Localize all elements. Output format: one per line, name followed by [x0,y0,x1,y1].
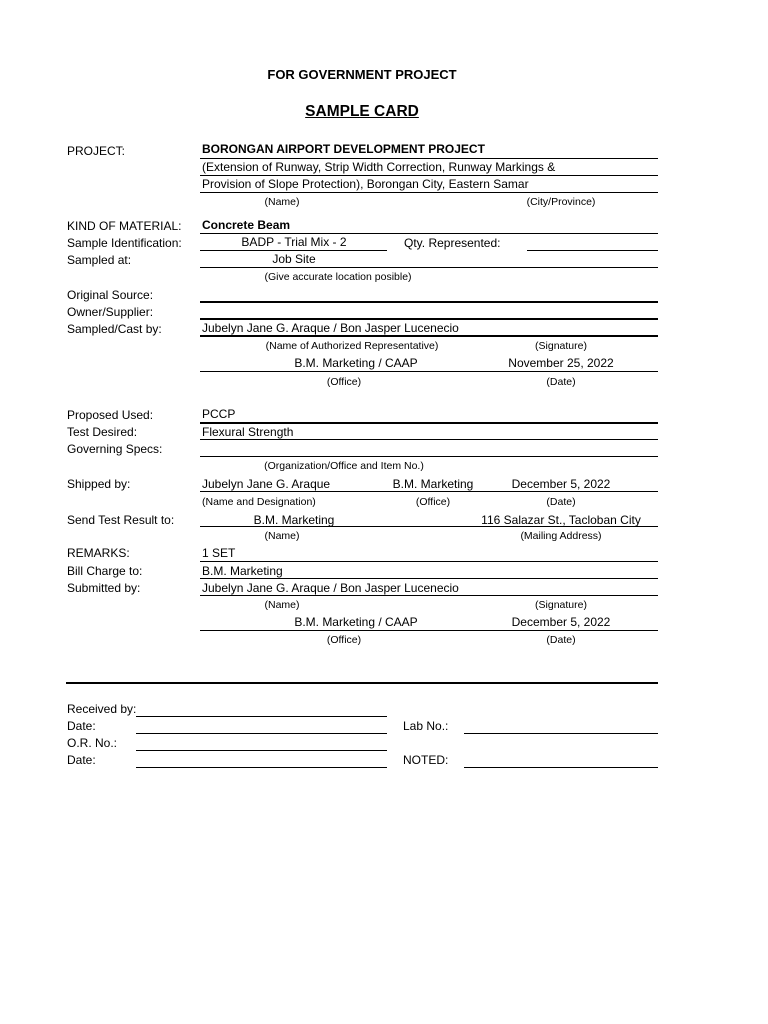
sampled-office-value: B.M. Marketing / CAAP [294,356,418,370]
shipped-date-caption: (Date) [546,496,576,508]
submitted-name-caption: (Name) [264,599,300,611]
project-description-line2: Provision of Slope Protection), Borongan City, Eastern Samar [202,177,529,191]
test-desired-line [200,439,658,440]
submitted-office-value: B.M. Marketing / CAAP [294,615,418,629]
or-no-line [136,750,387,751]
submitted-office-caption: (Office) [326,634,362,646]
receipt-date2-line [136,767,387,768]
received-by-line [136,716,387,717]
remarks-line [200,561,658,562]
receipt-date-line [136,733,387,734]
sampled-signature-caption: (Signature) [535,340,587,352]
submitted-by-value: Jubelyn Jane G. Araque / Bon Jasper Lucenecio [202,581,459,595]
project-label: PROJECT: [67,144,126,158]
governing-specs-label: Governing Specs: [67,442,163,456]
send-result-name: B.M. Marketing [253,513,335,527]
shipped-office-caption: (Office) [415,496,451,508]
sample-id-label: Sample Identification: [67,236,182,250]
kind-material-label: KIND OF MATERIAL: [67,219,182,233]
submitted-by-label: Submitted by: [67,581,141,595]
sample-id-value: BADP - Trial Mix - 2 [241,235,347,249]
project-line2-underline [200,175,658,176]
receipt-date-label: Date: [67,719,96,733]
sampled-by-value: Jubelyn Jane G. Araque / Bon Jasper Lucenecio [202,321,459,335]
receipt-date2-label: Date: [67,753,96,767]
qty-represented-label: Qty. Represented: [404,236,501,250]
qty-represented-line [527,250,658,251]
sampled-office-caption: (Office) [326,376,362,388]
remarks-label: REMARKS: [67,546,130,560]
bill-charge-label: Bill Charge to: [67,564,143,578]
sampled-by-line [200,335,658,337]
sampled-date-value: November 25, 2022 [508,356,614,370]
project-city-caption: (City/Province) [526,196,596,208]
form-title: SAMPLE CARD [305,103,419,120]
proposed-used-line [200,422,658,424]
result-name-caption: (Name) [264,530,300,542]
sampled-at-value: Job Site [272,252,316,266]
sample-id-line [200,250,387,251]
send-result-address: 116 Salazar St., Tacloban City [481,513,641,527]
sampled-office-line [200,371,658,372]
project-name: BORONGAN AIRPORT DEVELOPMENT PROJECT [202,142,485,156]
project-line3-underline [200,192,658,193]
project-name-line [200,158,658,159]
sampled-by-label: Sampled/Cast by: [67,322,162,336]
project-description-line1: (Extension of Runway, Strip Width Correction, Runway Markings & [202,160,556,174]
test-desired-value: Flexural Strength [202,425,294,439]
send-result-label: Send Test Result to: [67,513,175,527]
test-desired-label: Test Desired: [67,425,138,439]
owner-supplier-line [200,318,658,320]
or-no-label: O.R. No.: [67,736,118,750]
location-caption: (Give accurate location posible) [264,271,412,283]
lab-no-label: Lab No.: [403,719,449,733]
shipped-by-office: B.M. Marketing [392,477,474,491]
shipped-by-line [200,491,658,492]
bill-charge-value: B.M. Marketing [202,564,283,578]
noted-label: NOTED: [403,753,449,767]
received-by-label: Received by: [67,702,137,716]
result-address-caption: (Mailing Address) [520,530,602,542]
shipped-by-label: Shipped by: [67,477,131,491]
sampled-at-label: Sampled at: [67,253,132,267]
original-source-line [200,301,658,303]
governing-specs-line [200,456,658,457]
bill-charge-line [200,578,658,579]
section-divider [66,682,658,684]
shipped-by-name: Jubelyn Jane G. Araque [202,477,331,491]
send-result-line [200,526,658,527]
kind-material-value: Concrete Beam [202,218,291,232]
shipped-name-caption: (Name and Designation) [202,496,316,508]
original-source-label: Original Source: [67,288,154,302]
lab-no-line [464,733,658,734]
submitted-signature-caption: (Signature) [535,599,587,611]
project-name-caption: (Name) [264,196,300,208]
organization-caption: (Organization/Office and Item No.) [264,460,424,472]
submitted-date-value: December 5, 2022 [511,615,611,629]
form-heading: FOR GOVERNMENT PROJECT [267,67,457,82]
noted-line [464,767,658,768]
sampled-at-line [200,267,658,268]
authorized-rep-caption: (Name of Authorized Representative) [265,340,439,352]
submitted-office-line [200,630,658,631]
owner-supplier-label: Owner/Supplier: [67,305,154,319]
remarks-value: 1 SET [202,546,236,560]
proposed-used-value: PCCP [202,407,236,421]
submitted-date-caption: (Date) [546,634,576,646]
submitted-by-line [200,595,658,596]
proposed-used-label: Proposed Used: [67,408,154,422]
shipped-by-date: December 5, 2022 [511,477,611,491]
sampled-date-caption: (Date) [546,376,576,388]
kind-material-line [200,233,658,234]
